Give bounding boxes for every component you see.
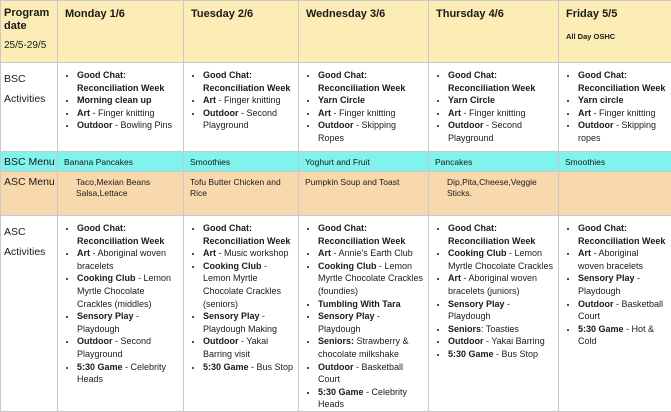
activity-item bbox=[578, 107, 667, 120]
activity-item bbox=[448, 222, 554, 247]
activity-detail: - Hot & Cold bbox=[578, 324, 654, 347]
activity-list bbox=[429, 222, 554, 361]
activity-item bbox=[77, 69, 179, 94]
activity-item bbox=[578, 298, 667, 323]
activity-title: Art bbox=[448, 108, 461, 118]
activity-item bbox=[203, 260, 294, 310]
activity-detail: - Aboriginal woven bracelets (juniors) bbox=[448, 273, 537, 296]
activity-detail: - Skipping ropes bbox=[578, 120, 656, 143]
activity-detail: - Yakai Barring bbox=[484, 336, 545, 346]
activity-detail: - Bus Stop bbox=[249, 362, 294, 372]
activity-item bbox=[318, 361, 424, 386]
activity-title: Sensory Play bbox=[77, 311, 134, 321]
activity-item bbox=[203, 107, 294, 132]
activity-title: Good Chat: Reconciliation Week bbox=[448, 70, 535, 93]
activity-title: 5:30 Game bbox=[318, 387, 364, 397]
activity-item bbox=[318, 94, 424, 107]
activity-list bbox=[58, 69, 179, 132]
activity-detail: - Aboriginal woven bracelets bbox=[77, 248, 166, 271]
activity-title: Art bbox=[318, 248, 331, 258]
activity-detail: - Playdough bbox=[318, 311, 380, 334]
activity-detail: - Finger knitting bbox=[461, 108, 526, 118]
activity-item bbox=[448, 335, 554, 348]
activity-title: Cooking Club bbox=[448, 248, 507, 258]
activity-list bbox=[429, 69, 554, 145]
activity-title: Cooking Club bbox=[77, 273, 136, 283]
activity-title: 5:30 Game bbox=[448, 349, 494, 359]
bsc-menu-cell bbox=[429, 152, 559, 172]
activity-title: Good Chat: Reconciliation Week bbox=[203, 223, 290, 246]
activity-item bbox=[318, 386, 424, 411]
program-date-range: 25/5-29/5 bbox=[1, 33, 57, 53]
bsc-menu-label-cell bbox=[1, 152, 58, 172]
bsc-activities-cell bbox=[184, 63, 299, 152]
activity-item bbox=[77, 247, 179, 272]
activity-detail: Strawberry & chocolate milkshake bbox=[318, 336, 409, 359]
row-label: BSC Activities bbox=[1, 63, 57, 109]
menu-item: Tofu Butter Chicken and Rice bbox=[184, 172, 298, 199]
activity-detail: - Celebrity Heads bbox=[318, 387, 407, 410]
asc-activities-cell bbox=[184, 216, 299, 412]
asc-menu-label-cell bbox=[1, 172, 58, 216]
day-note: All Day OSHC bbox=[559, 21, 671, 44]
menu-item: Taco,Mexian Beans Salsa,Lettace bbox=[58, 172, 183, 199]
row-label: BSC Menu bbox=[1, 152, 57, 169]
day-header-wednesday bbox=[299, 1, 429, 63]
activity-item bbox=[448, 94, 554, 107]
activity-title: Good Chat: Reconciliation Week bbox=[203, 70, 290, 93]
activity-title: Good Chat: Reconciliation Week bbox=[318, 223, 405, 246]
activity-detail: - Music workshop bbox=[216, 248, 289, 258]
activity-item bbox=[578, 94, 667, 107]
activity-title: Good Chat: Reconciliation Week bbox=[77, 223, 164, 246]
activity-item bbox=[318, 119, 424, 144]
activity-item bbox=[448, 119, 554, 144]
activity-title: Outdoor bbox=[77, 336, 113, 346]
activity-title: Art bbox=[77, 108, 90, 118]
menu-item: Pumpkin Soup and Toast bbox=[299, 172, 428, 188]
activity-title: 5:30 Game bbox=[578, 324, 624, 334]
activity-detail: - Basketball Court bbox=[578, 299, 663, 322]
activity-item bbox=[578, 119, 667, 144]
activity-detail: - Bus Stop bbox=[494, 349, 539, 359]
asc-activities-cell bbox=[299, 216, 429, 412]
activity-title: Art bbox=[203, 95, 216, 105]
day-label: Tuesday 2/6 bbox=[184, 1, 298, 21]
activity-item bbox=[448, 107, 554, 120]
bsc-activities-row bbox=[1, 63, 671, 152]
bsc-activities-label-cell bbox=[1, 63, 58, 152]
activity-title: Seniors: bbox=[318, 336, 354, 346]
activity-detail: - Bowling Pins bbox=[113, 120, 173, 130]
header-row bbox=[1, 1, 671, 63]
activity-detail: - Playdough bbox=[77, 311, 139, 334]
activity-title: Yarn circle bbox=[578, 95, 624, 105]
asc-activities-cell bbox=[58, 216, 184, 412]
day-header-thursday bbox=[429, 1, 559, 63]
activity-item bbox=[578, 69, 667, 94]
activity-title: Good Chat: Reconciliation Week bbox=[578, 223, 665, 246]
activity-item bbox=[448, 348, 554, 361]
activity-item bbox=[448, 69, 554, 94]
bsc-menu-cell bbox=[184, 152, 299, 172]
activity-title: Yarn Circle bbox=[448, 95, 495, 105]
activity-detail: - Second Playground bbox=[203, 108, 277, 131]
activity-item bbox=[448, 298, 554, 323]
activity-title: Outdoor bbox=[578, 120, 614, 130]
activity-item bbox=[203, 247, 294, 260]
day-label: Thursday 4/6 bbox=[429, 1, 558, 21]
activity-title: Good Chat: Reconciliation Week bbox=[578, 70, 665, 93]
activity-item bbox=[77, 119, 179, 132]
asc-menu-row bbox=[1, 172, 671, 216]
activity-title: Sensory Play bbox=[318, 311, 375, 321]
activity-item bbox=[448, 272, 554, 297]
activity-title: 5:30 Game bbox=[203, 362, 249, 372]
asc-menu-cell bbox=[559, 172, 671, 216]
menu-item: Yoghurt and Fruit bbox=[299, 152, 428, 168]
activity-title: Outdoor bbox=[203, 336, 239, 346]
activity-title: Good Chat: Reconciliation Week bbox=[318, 70, 405, 93]
activity-title: Outdoor bbox=[578, 299, 614, 309]
activity-title: Art bbox=[578, 108, 591, 118]
program-date-title: Program date bbox=[1, 1, 57, 33]
activity-title: Art bbox=[203, 248, 216, 258]
activity-item bbox=[318, 260, 424, 298]
activity-title: Outdoor bbox=[203, 108, 239, 118]
activity-title: Sensory Play bbox=[448, 299, 505, 309]
activity-title: Good Chat: Reconciliation Week bbox=[77, 70, 164, 93]
bsc-menu-cell bbox=[559, 152, 671, 172]
menu-item: Pancakes bbox=[429, 152, 558, 168]
asc-menu-cell bbox=[58, 172, 184, 216]
activity-detail: - Lemon Myrtle Chocolate Crackles (foundies) bbox=[318, 261, 423, 296]
activity-item bbox=[318, 335, 424, 360]
bsc-menu-row bbox=[1, 152, 671, 172]
activity-list bbox=[299, 222, 424, 411]
row-label: ASC Menu bbox=[1, 172, 57, 189]
activity-title: Tumbling With Tara bbox=[318, 299, 401, 309]
asc-menu-cell bbox=[184, 172, 299, 216]
activity-item bbox=[77, 335, 179, 360]
activity-detail: - Finger knitting bbox=[90, 108, 155, 118]
bsc-activities-cell bbox=[299, 63, 429, 152]
activity-detail: - Finger knitting bbox=[331, 108, 396, 118]
activity-title: Outdoor bbox=[318, 362, 354, 372]
bsc-activities-cell bbox=[429, 63, 559, 152]
asc-menu-cell bbox=[299, 172, 429, 216]
activity-detail: - Second Playground bbox=[448, 120, 522, 143]
activity-detail: - Playdough bbox=[578, 273, 640, 296]
program-date-cell bbox=[1, 1, 58, 63]
activity-detail: - Aboriginal woven bracelets bbox=[578, 248, 643, 271]
activity-item bbox=[578, 272, 667, 297]
activity-item bbox=[77, 361, 179, 386]
activity-title: Sensory Play bbox=[578, 273, 635, 283]
activity-detail: : Toasties bbox=[481, 324, 519, 334]
activity-title: Good Chat: Reconciliation Week bbox=[448, 223, 535, 246]
activity-detail: - Finger knitting bbox=[591, 108, 656, 118]
activity-item bbox=[578, 323, 667, 348]
activity-detail: - Lemon Myrtle Chocolate Crackles (seniors) bbox=[203, 261, 281, 309]
activity-item bbox=[77, 272, 179, 310]
activity-detail: - Lemon Myrtle Chocolate Crackles bbox=[448, 248, 553, 271]
bsc-activities-cell bbox=[559, 63, 671, 152]
activity-list bbox=[58, 222, 179, 386]
activity-item bbox=[578, 247, 667, 272]
activity-title: Outdoor bbox=[318, 120, 354, 130]
bsc-menu-cell bbox=[299, 152, 429, 172]
menu-item: Dip,Pita,Cheese,Veggie Sticks. bbox=[429, 172, 558, 199]
activity-detail: - Basketball Court bbox=[318, 362, 403, 385]
activity-title: Cooking Club bbox=[318, 261, 377, 271]
activity-detail: - Second Playground bbox=[77, 336, 151, 359]
activity-item bbox=[77, 94, 179, 107]
menu-item: Smoothies bbox=[559, 152, 671, 168]
asc-activities-label-cell bbox=[1, 216, 58, 412]
activity-title: 5:30 Game bbox=[77, 362, 123, 372]
activity-title: Art bbox=[318, 108, 331, 118]
menu-item: Banana Pancakes bbox=[58, 152, 183, 168]
activity-title: Morning clean up bbox=[77, 95, 152, 105]
activity-item bbox=[318, 298, 424, 311]
activity-title: Art bbox=[448, 273, 461, 283]
day-label: Monday 1/6 bbox=[58, 1, 183, 21]
day-header-monday bbox=[58, 1, 184, 63]
activity-item bbox=[77, 310, 179, 335]
day-header-tuesday bbox=[184, 1, 299, 63]
asc-activities-cell bbox=[429, 216, 559, 412]
activity-item bbox=[318, 107, 424, 120]
activity-title: Outdoor bbox=[448, 120, 484, 130]
activity-title: Seniors bbox=[448, 324, 481, 334]
asc-activities-cell bbox=[559, 216, 671, 412]
activity-item bbox=[203, 361, 294, 374]
activity-item bbox=[448, 247, 554, 272]
activity-title: Outdoor bbox=[448, 336, 484, 346]
day-label: Wednesday 3/6 bbox=[299, 1, 428, 21]
activity-item bbox=[203, 222, 294, 247]
activity-item bbox=[203, 94, 294, 107]
activity-title: Art bbox=[578, 248, 591, 258]
asc-activities-row bbox=[1, 216, 671, 412]
activity-item bbox=[203, 335, 294, 360]
activity-detail: - Yakai Barring visit bbox=[203, 336, 268, 359]
bsc-activities-cell bbox=[58, 63, 184, 152]
bsc-menu-cell bbox=[58, 152, 184, 172]
activity-title: Cooking Club bbox=[203, 261, 262, 271]
day-label: Friday 5/5 bbox=[559, 1, 671, 21]
activity-detail: - Skipping Ropes bbox=[318, 120, 396, 143]
activity-item bbox=[448, 323, 554, 336]
activity-title: Yarn Circle bbox=[318, 95, 365, 105]
activity-item bbox=[203, 69, 294, 94]
activity-item bbox=[318, 247, 424, 260]
activity-detail: - Annie's Earth Club bbox=[331, 248, 413, 258]
activity-detail: - Celebrity Heads bbox=[77, 362, 166, 385]
activity-detail: - Playdough Making bbox=[203, 311, 277, 334]
activity-list bbox=[559, 222, 667, 348]
row-label: ASC Activities bbox=[1, 216, 57, 262]
activity-list bbox=[184, 69, 294, 132]
activity-title: Sensory Play bbox=[203, 311, 260, 321]
activity-item bbox=[318, 310, 424, 335]
activity-list bbox=[299, 69, 424, 145]
activity-title: Outdoor bbox=[77, 120, 113, 130]
activity-item bbox=[578, 222, 667, 247]
activity-item bbox=[318, 69, 424, 94]
activity-detail: - Lemon Myrtle Chocolate Crackles (middles) bbox=[77, 273, 171, 308]
activity-list bbox=[559, 69, 667, 145]
menu-item bbox=[559, 172, 671, 177]
day-header-friday bbox=[559, 1, 671, 63]
activity-detail: - Finger knitting bbox=[216, 95, 281, 105]
activity-item bbox=[203, 310, 294, 335]
activity-detail: - Playdough bbox=[448, 299, 510, 322]
menu-item: Smoothies bbox=[184, 152, 298, 168]
asc-menu-cell bbox=[429, 172, 559, 216]
activity-item bbox=[318, 222, 424, 247]
activity-list bbox=[184, 222, 294, 373]
activity-item bbox=[77, 107, 179, 120]
activity-item bbox=[77, 222, 179, 247]
activity-title: Art bbox=[77, 248, 90, 258]
